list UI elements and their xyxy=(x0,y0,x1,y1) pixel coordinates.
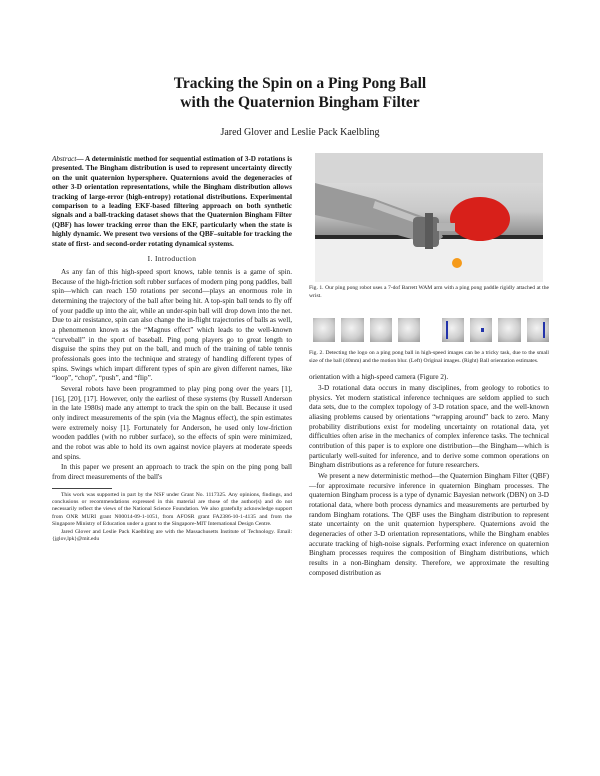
robot-arm-photo xyxy=(315,153,543,282)
ball-orientation-estimate xyxy=(527,318,549,342)
red-paddle xyxy=(450,197,510,241)
footnote-affiliation: Jared Glover and Leslie Pack Kaelbling are with the Massachusetts Institute of Technology. Email: {jglov,lpk}@mit.edu xyxy=(52,528,292,542)
ball-image-original xyxy=(370,318,392,342)
ball-image-original xyxy=(313,318,335,342)
author-list: Jared Glover and Leslie Pack Kaelbling xyxy=(220,127,380,138)
ball-orientation-estimate xyxy=(470,318,492,342)
right-paragraph-1: 3-D rotational data occurs in many disciplines, from geology to robotics to physics. Yet modern statistical inference techniques are seldom applied to such data sets, due to the complex topology of 3-D rotation space, and the well-known aliasing problems caused by orientations “wrapping around” back to zero. Many probability distributions exist for modeling uncertainty on rotational data, yet difficulties often arise in the mechanics of complex inference tasks. The technical contribution of this paper is to explore one distribution—the Bingham—which is particularly well-suited for inference, and to derive some common operations on Bingham distributions as a reference for future researchers. xyxy=(309,384,549,470)
title-line-2: with the Quaternion Bingham Filter xyxy=(180,94,420,111)
footnote-funding: This work was supported in part by the NSF under Grant No. 1117325. Any opinions, findings, and conclusions or recommendations expressed in this material are those of the author(s) and do not necessarily reflect the views of the National Science Foundation. We also gratefully acknowledge support from ONR MURI grant N00014-09-1-1051, from AFOSR grant FA2386-10-1-4135 and from the Singapore Ministry of Education under a grant to the Singapore-MIT International Design Centre. xyxy=(52,491,292,528)
section-heading-introduction: I. Introduction xyxy=(147,254,197,264)
intro-paragraph-3: In this paper we present an approach to track the spin on the ping pong ball from direct measurements of the ball's xyxy=(52,463,292,481)
figure-2-caption: Fig. 2. Detecting the logo on a ping pong ball in high-speed images can be a tricky task, due to the small size of the ball (40mm) and the motion blur. (Left) Original images. (Right) Ball orientation estimates. xyxy=(309,350,549,364)
paper-title xyxy=(0,74,600,112)
robot-arm-illustration xyxy=(315,153,543,282)
right-paragraph-0: orientation with a high-speed camera (Figure 2). xyxy=(309,373,449,382)
right-column xyxy=(309,153,549,578)
footnote-divider xyxy=(52,488,112,489)
abstract xyxy=(52,155,292,249)
abstract-label: Abstract xyxy=(52,155,77,163)
left-column xyxy=(52,155,292,543)
ball-orientation-estimate xyxy=(442,318,464,342)
abstract-text: — A deterministic method for sequential estimation of 3-D rotations is presented. The Bingham distribution is used to represent uncertainty directly on the unit quaternion hypersphere. Quaternions avoid the degeneracies of other 3-D orientation representations, while the Bingham distribution allows tracking of large-error (high-entropy) rotational distributions. Experimental comparison to a leading EKF-based filtering approach on both synthetic signals and a ball-tracking dataset shows that the Quaternion Bingham Filter (QBF) has lower tracking error than the EKF, particularly when the state is highly dynamic. We present two versions of the QBF–suitable for tracking the state of first- and second-order rotating dynamical systems. xyxy=(52,155,292,248)
right-paragraph-2: We present a new deterministic method—the Quaternion Bingham Filter (QBF)—for approximate recursive inference in quaternion Bingham processes. The quaternion Bingham process is a type of dynamic Bayesian network (DBN) on 3-D rotational data, where both process dynamics and measurements are perturbed by random Bingham rotations. The QBF uses the Bingham distribution to represent state uncertainty on the unit quaternion hypersphere. Quaternions avoid the degeneracies of other 3-D orientation representations, while the Bingham enables accurate tracking of high-noise signals. Performing exact inference on quaternion Bingham processes requires the composition of Bingham distributions, which results in a non-Bingham density. Therefore, we approximate the resulting composed distribution as xyxy=(309,471,549,577)
ball-orientation-estimate xyxy=(498,318,520,342)
ball-image-original xyxy=(398,318,420,342)
title-line-1: Tracking the Spin on a Ping Pong Ball xyxy=(173,75,427,92)
intro-paragraph-2: Several robots have been programmed to play ping pong over the years [1], [16], [20], [17]. However, only the earliest of these systems (by Russell Anderson in the late 1980s) made any attempt to track the spin on the ball. Because it used only indirect measurements of the spin (via the Magnus effect), the spin estimates were extremely noisy [1]. Fortunately for Anderson, he used only low-friction wooden paddles (with no rubber surface), so the effects of spin were minimized, and the robot was able to hold its own against novice players at moderate speeds and spins. xyxy=(52,384,292,461)
ball-image-original xyxy=(341,318,363,342)
figure-1-caption: Fig. 1. Our ping pong robot uses a 7-dof Barrett WAM arm with a ping pong paddle rigidly attached at the wrist. xyxy=(309,285,549,299)
orange-ball xyxy=(452,258,462,268)
intro-paragraph-1: As any fan of this high-speed sport knows, table tennis is a game of spin. Because of the high-friction soft rubber surfaces of modern ping pong paddles, ball spin—which can reach 150 rotations per second—plays an enormous role in determining the trajectory of the ball after being hit. A top-spin ball tends to fly off of your paddle up into the air, while an under-spin ball will drop down into the net. Due to air resistance, spin can also change the in-flight trajectories of balls as well, a phenomenon known as the “Magnus effect” which leads to the well-known “curveball” in the sport of baseball. Ping pong players go to great length to disguise the spins they put on the ball, and much of the training of table tennis professionals goes into the technique and strategy of handling different types of spins. Swings which impart different types of spin are given different names, like “loop”, “chop”, “push”, and “flip”. xyxy=(52,268,292,383)
ball-image-strip xyxy=(313,318,549,342)
